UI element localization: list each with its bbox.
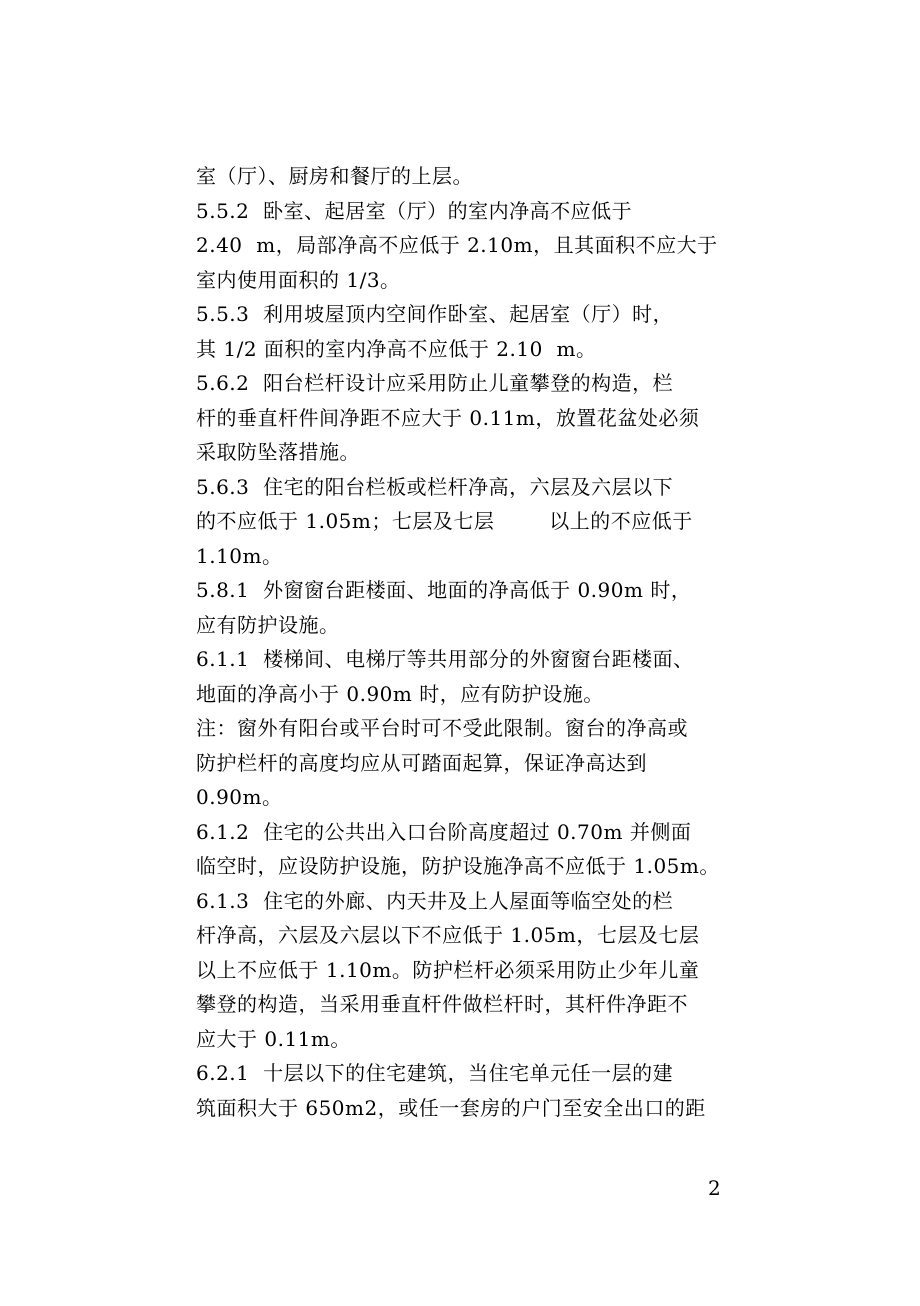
text-line: 攀登的构造，当采用垂直杆件做栏杆时，其杆件净距不	[196, 992, 688, 1016]
text-line: 室（厅）、厨房和餐厅的上层。	[196, 164, 473, 188]
text-line: 6.1.3 住宅的外廊、内天井及上人屋面等临空处的栏	[196, 888, 674, 913]
text-line: 0.90m。	[196, 785, 283, 809]
text-line: 5.8.1 外窗窗台距楼面、地面的净高低于 0.90m 时，	[196, 578, 692, 602]
text-line: 采取防坠落措施。	[196, 440, 360, 464]
text-line: 杆净高，六层及六层以下不应低于 1.05m，七层及七层	[196, 923, 700, 947]
text-line: 6.1.1 楼梯间、电梯厅等共用部分的外窗窗台距楼面、	[196, 647, 694, 671]
text-line: 地面的净高小于 0.90m 时，应有防护设施。	[196, 681, 604, 706]
text-line: 其 1/2 面积的室内净高不应低于 2.10 m。	[196, 336, 597, 361]
page-number: 2	[708, 1176, 721, 1200]
text-line: 的不应低于 1.05m；七层及七层 以上的不应低于	[196, 509, 693, 533]
text-line: 杆的垂直杆件间净距不应大于 0.11m，放置花盆处必须	[196, 405, 700, 430]
text-line: 以上不应低于 1.10m。防护栏杆必须采用防止少年儿童	[196, 957, 700, 982]
document-body	[196, 159, 736, 1125]
text-line: 1.10m。	[196, 543, 283, 568]
text-line: 室内使用面积的 1/3。	[196, 267, 401, 292]
text-line: 应大于 0.11m。	[196, 1026, 351, 1051]
text-line: 注：窗外有阳台或平台时可不受此限制。窗台的净高或	[196, 716, 688, 740]
text-line: 6.2.1 十层以下的住宅建筑，当住宅单元任一层的建	[196, 1061, 674, 1085]
text-line: 5.5.3 利用坡屋顶内空间作卧室、起居室（厅）时，	[196, 302, 674, 326]
text-line: 临空时，应设防护设施，防护设施净高不应低于 1.05m。	[196, 854, 720, 878]
text-line: 6.1.2 住宅的公共出入口台阶高度超过 0.70m 并侧面	[196, 819, 692, 844]
text-line: 防护栏杆的高度均应从可踏面起算，保证净高达到	[196, 750, 647, 775]
text-line: 5.6.2 阳台栏杆设计应采用防止儿童攀登的构造，栏	[196, 371, 674, 395]
text-line: 5.6.3 住宅的阳台栏板或栏杆净高，六层及六层以下	[196, 474, 674, 499]
text-line: 2.40 m，局部净高不应低于 2.10m，且其面积不应大于	[196, 233, 718, 257]
text-line: 应有防护设施。	[196, 612, 340, 637]
text-line: 筑面积大于 650m2，或任一套房的户门至安全出口的距	[196, 1095, 706, 1120]
text-line: 5.5.2 卧室、起居室（厅）的室内净高不应低于	[196, 198, 633, 223]
